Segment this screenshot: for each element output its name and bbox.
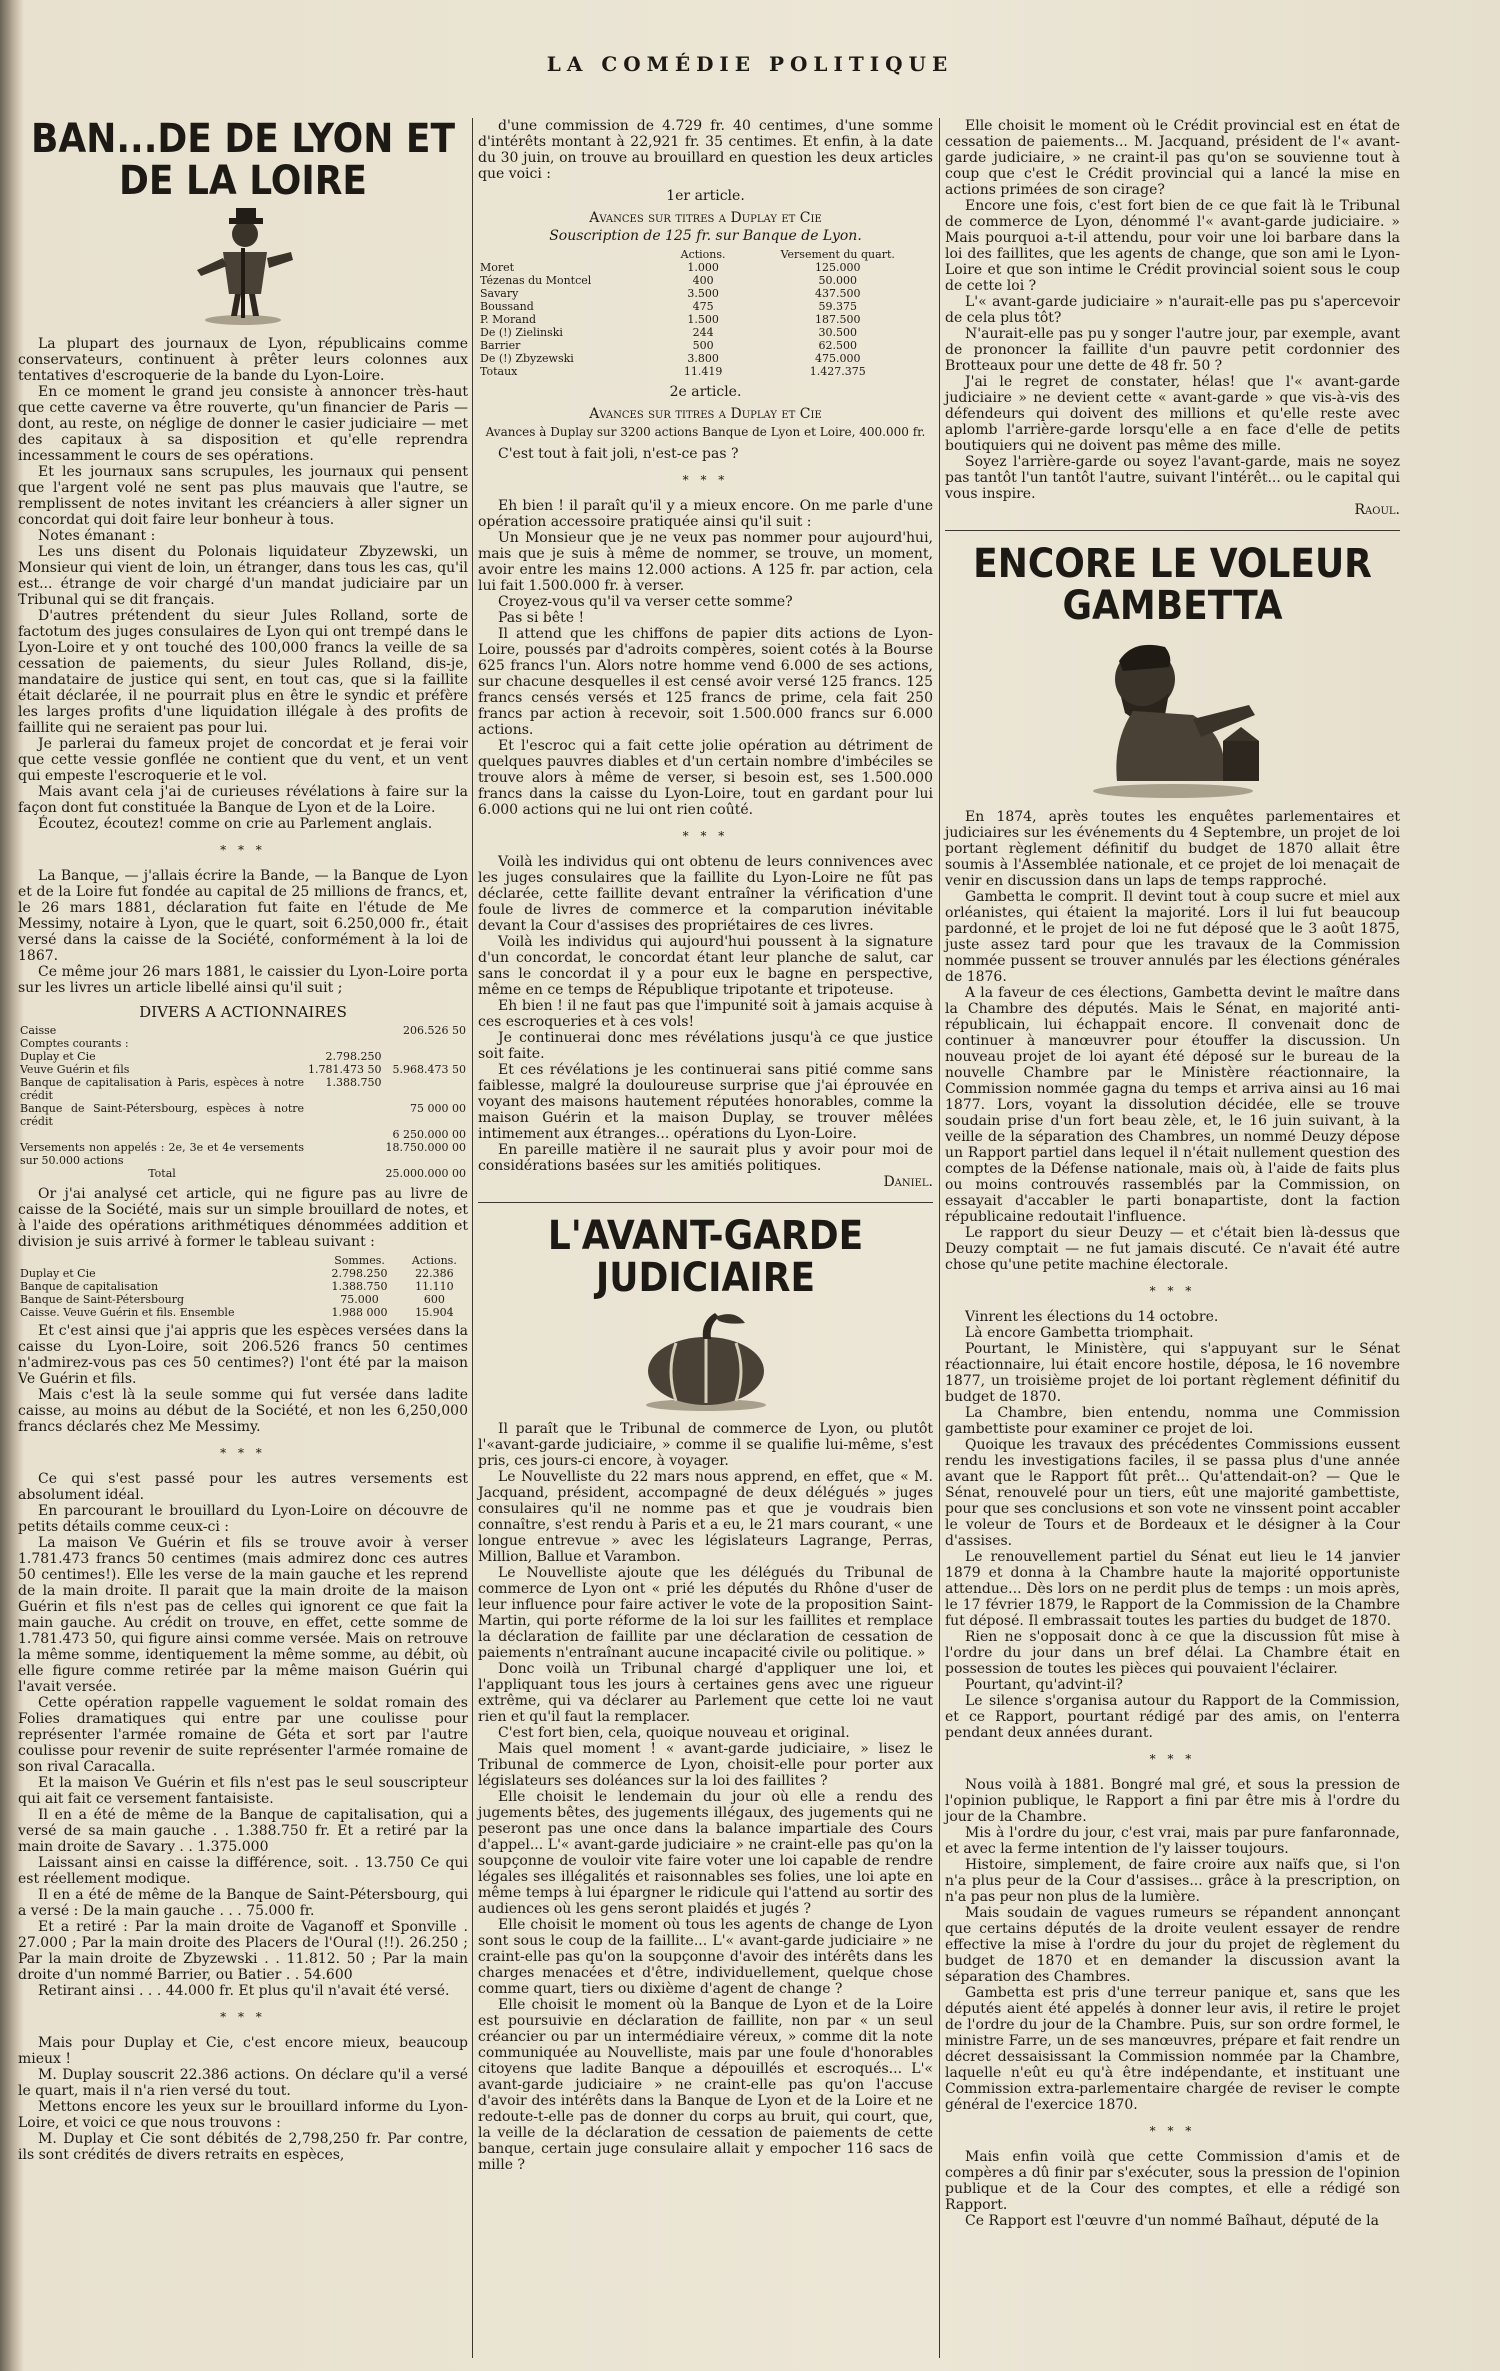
paragraph: Mais pour Duplay et Cie, c'est encore mieux, beaucoup mieux ! <box>18 2035 468 2067</box>
table-cell: Actions. <box>680 248 726 261</box>
table-cell: Versement du quart. <box>780 248 895 261</box>
table-row <box>478 352 933 365</box>
table-row <box>18 1280 468 1293</box>
paragraph: Pas si bête ! <box>498 610 585 626</box>
table-cell: Tézenas du Montcel <box>480 274 592 287</box>
section-separator: * * * <box>220 843 266 857</box>
paragraph: Mais quel moment ! « avant-garde judiciaire, » lisez le Tribunal de commerce de Lyon, choisit-elle pour porter aux législateurs ses doléances sur la loi des faillites ? <box>478 1741 933 1789</box>
paragraph: Écoutez, écoutez! comme on crie au Parlement anglais. <box>38 816 433 832</box>
table-cell: 15.904 <box>415 1306 454 1319</box>
table-row <box>478 274 933 287</box>
divider <box>478 1202 933 1203</box>
paragraph: M. Duplay souscrit 22.386 actions. On déclare qu'il a versé le quart, mais il n'a rien versé du tout. <box>18 2067 468 2099</box>
table-cell: Totaux <box>480 365 518 378</box>
column-rule <box>472 118 473 2358</box>
table-row <box>18 1063 468 1076</box>
table-cell: 3.500 <box>687 287 719 300</box>
paragraph: M. Duplay et Cie sont débités de 2,798,250 fr. Par contre, ils sont crédités de divers retraits en espèces, <box>18 2131 468 2163</box>
section-separator: * * * <box>682 473 729 487</box>
paragraph: En pareille matière il ne saurait plus y avoir pour moi de considérations basées sur les amitiés politiques. <box>478 1142 933 1174</box>
table-cell: 3.800 <box>687 352 719 365</box>
table-cell <box>306 1102 383 1128</box>
paragraph: Notes émanant : <box>38 528 156 544</box>
table-cell: Caisse <box>20 1024 57 1037</box>
table-cell: Banque de Saint-Pétersbourg <box>20 1293 185 1306</box>
table-title: DIVERS A ACTIONNAIRES <box>139 1003 347 1021</box>
table-header-row <box>18 1254 468 1267</box>
table-cell: 6 250.000 00 <box>392 1128 466 1141</box>
table-cell: 500 <box>692 339 714 352</box>
table-cell: 1.000 <box>687 261 719 274</box>
article-number: 1er article. <box>666 188 745 204</box>
paragraph: Le renouvellement partiel du Sénat eut lieu le 14 janvier 1879 et donna à la Chambre haute la majorité opportuniste attendue... Dès lors on ne perdit plus de temps : un mois après, le 17 février 1879, le Rapport de la Commission de la Chambre fut déposé. Il embrassait toutes les parties du budget de 1870. <box>945 1549 1400 1629</box>
paragraph: Et l'escroc qui a fait cette jolie opération au détriment de quelques pauvres diables et d'un certain nombre d'imbéciles se trouve alors à même de verser, si besoin est, ses 1.500.000 francs dans la caisse du Lyon-Loire, tout en gardant pour lui 6.000 actions qui ne lui ont rien coûté. <box>478 738 933 818</box>
paragraph: Mais avant cela j'ai de curieuses révélations à faire sur la façon dont fut constituée la Banque de Lyon et de la Loire. <box>18 784 468 816</box>
paragraph: Histoire, simplement, de faire croire aux naïfs que, si l'on n'a plus peur de la Cour d'assises... grâce à la prescription, on n'a pas peur non plus de la lumière. <box>945 1857 1400 1905</box>
table-cell: De (!) Zbyzewski <box>480 352 574 365</box>
table-row <box>18 1050 468 1063</box>
paragraph: Pourtant, le Ministère, qui s'appuyant sur le Sénat réactionnaire, lui était encore hostile, déposa, le 16 novembre 1877, un troisième projet de loi portant règlement définitif du budget de 1870. <box>945 1341 1400 1405</box>
table-cell: 475.000 <box>814 352 861 365</box>
masthead: LA COMÉDIE POLITIQUE <box>546 52 954 76</box>
paragraph: Voilà les individus qui ont obtenu de leurs connivences avec les juges consulaires que la faillite du Lyon-Loire ne fût pas déclarée, cette faillite devant entraîner la vérification d'une foule de livres de commerce et la comparution inévitable devant la Cour d'assises des propriétaires de ces livres. <box>478 854 933 934</box>
table-cell: Duplay et Cie <box>20 1050 96 1063</box>
table-cell <box>478 248 664 261</box>
paragraph: Mais enfin voilà que cette Commission d'amis et de compères a dû finir par s'exécuter, sous la pression de l'opinion publique et de la Cour des comptes, et elle a rédigé son Rapport. <box>945 2149 1400 2213</box>
table-header-row <box>478 248 933 261</box>
table-row <box>18 1141 468 1167</box>
table-row <box>18 1128 468 1141</box>
paragraph: A la faveur de ces élections, Gambetta devint le maître dans la Chambre des députés. Mais le Sénat, en majorité anti-républicain, lui échappait encore. Il convenait donc de continuer à manœuvrer pour étouffer la discussion. Un nouveau projet de loi ayant été déposé sur le bureau de la nouvelle Chambre par le Ministère réactionnaire, la Commission nommée gagna du temps et arriva ainsi au 16 mai 1877. Lors, voyant la dissolution décidée, elle se trouve soudain prise d'un fort beau zèle, et, le 16 juin suivant, à la veille de la séparation des Chambres, un nommé Deuzy dépose un Rapport partiel dans lequel il n'était nullement question des comptes de la Défense nationale, mais où, à l'aide de faits plus ou moins controuvés rassemblés par la Commission, on essayait d'accabler le parti bonapartiste, dont la faction républicaine redoutait l'influence. <box>945 985 1400 1225</box>
section-separator: * * * <box>1149 1752 1196 1766</box>
paragraph: Retirant ainsi . . . 44.000 fr. Et plus qu'il n'avait été versé. <box>38 1983 450 1999</box>
paragraph: Mais c'est là la seule somme qui fut versée dans ladite caisse, au moins au début de la Société, et non les 6,250,000 francs déclarés chez Me Messimy. <box>18 1387 468 1435</box>
table-cell: 244 <box>692 326 714 339</box>
avances-table <box>478 248 933 378</box>
table-cell: 475 <box>692 300 714 313</box>
table-cell: 1.388.750 <box>331 1280 388 1293</box>
paragraph: Pourtant, qu'advint-il? <box>965 1677 1123 1693</box>
table-cell: 18.750.000 00 <box>385 1141 466 1154</box>
scarecrow-illustration <box>183 208 303 328</box>
table-cell: 59.375 <box>818 300 857 313</box>
table-cell: Total <box>148 1167 176 1180</box>
table-cell <box>306 1128 383 1141</box>
paragraph: Mis à l'ordre du jour, c'est vrai, mais par pure fanfaronnade, et avec la ferme intention de l'y laisser toujours. <box>945 1825 1400 1857</box>
table-row <box>18 1102 468 1128</box>
paragraph: Je continuerai donc mes révélations jusqu'à ce que justice soit faite. <box>478 1030 933 1062</box>
table-row <box>18 1024 468 1037</box>
table-cell: 437.500 <box>814 287 861 300</box>
paragraph: En 1874, après toutes les enquêtes parlementaires et judiciaires sur les événements du 4 Septembre, un projet de loi portant règlement définitif du budget de 1870 allait être soumis à l'Assemblée nationale, et ce projet de loi menaçait de venir en discussion dans un laps de temps rapproché. <box>945 809 1400 889</box>
table-cell: De (!) Zielinski <box>480 326 563 339</box>
table-cell: 11.110 <box>415 1280 454 1293</box>
paragraph: Elle choisit le moment où tous les agents de change de Lyon sont sous le coup de la faillite... L'« avant-garde judiciaire » ne craint-elle pas qu'on la soupçonne d'avoir des intérêts dans les charges menacées et d'être, individuellement, quelque chose comme quart, tiers ou dixième d'agent de change ? <box>478 1917 933 1997</box>
avances-line: Avances à Duplay sur 3200 actions Banque de Lyon et Loire, 400.000 fr. <box>485 425 926 439</box>
table-row <box>18 1037 468 1050</box>
table-cell <box>18 1128 306 1141</box>
paragraph: Gambetta est pris d'une terreur panique et, sans que les députés aient été appelés à donner leur avis, il retire le projet de l'ordre du jour de la Chambre. Puis, sur son ordre formel, le ministre Farre, un de ses manœuvres, prépare et fait rendre un décret dessaisissant la Commission nommée par la Chambre, laquelle n'eût eu qu'à être indépendante, et instituant une Commission extra-parlementaire chargée de reviser le compte général de l'exercice 1870. <box>945 1985 1400 2113</box>
pumpkin-illustration <box>631 1303 781 1413</box>
table-cell: Savary <box>480 287 519 300</box>
table-cell: 1.500 <box>687 313 719 326</box>
table-cell: 75 000 00 <box>410 1102 466 1115</box>
paragraph: Les uns disent du Polonais liquidateur Zbyzewski, un Monsieur qui vient de loin, un étranger, dans tous les cas, qu'il est... étrange de voir chargé d'un mandat judiciaire par un Tribunal qui se dit français. <box>18 544 468 608</box>
divers-table <box>18 1024 468 1180</box>
paragraph: En parcourant le brouillard du Lyon-Loire on découvre de petits détails comme ceux-ci : <box>18 1503 468 1535</box>
paragraph: Et la maison Ve Guérin et fils n'est pas le seul souscripteur qui ait fait ce versement fantaisiste. <box>18 1775 468 1807</box>
section-separator: * * * <box>220 1446 266 1460</box>
table-cell: Veuve Guérin et fils <box>20 1063 130 1076</box>
table-cell: 125.000 <box>814 261 861 274</box>
column-1 <box>18 118 468 2163</box>
paragraph: Un Monsieur que je ne veux pas nommer pour aujourd'hui, mais que je suis à même de nommer, se trouve, un moment, avoir entre les mains 12.000 actions. A 125 fr. par action, cela lui fait 1.500.000 fr. à verser. <box>478 530 933 594</box>
table-cell <box>306 1141 383 1167</box>
table-cell: Sommes. <box>334 1254 385 1267</box>
paragraph: J'ai le regret de constater, hélas! que l'« avant-garde judiciaire » ne devient cette « avant-garde » que vis-à-vis des défendeurs qui doivent des millions et qu'elle reste avec aplomb l'arrière-garde lorsqu'elle a en face d'elle de petits boutiquiers qui ne doivent pas même des mille. <box>945 374 1400 454</box>
table-cell <box>384 1037 468 1050</box>
table-cell: 600 <box>423 1293 445 1306</box>
section-separator: * * * <box>1149 1284 1196 1298</box>
paragraph: La Chambre, bien entendu, nomma une Commission gambettiste pour examiner ce projet de loi. <box>945 1405 1400 1437</box>
paragraph: Il en a été de même de la Banque de capitalisation, qui a versé de sa main gauche . . 1.388.750 fr. Et a retiré par la main droite de Savary . . 1.375.000 <box>18 1807 468 1855</box>
paragraph: Le silence s'organisa autour du Rapport de la Commission, et ce Rapport, pourtant rédigé par des amis, on l'enterra pendant deux années durant. <box>945 1693 1400 1741</box>
table-cell: Caisse. Veuve Guérin et fils. Ensemble <box>20 1306 235 1319</box>
paragraph: Il en a été de même de la Banque de Saint-Pétersbourg, qui a versé : De la main gauche . . . 75.000 fr. <box>18 1887 468 1919</box>
table-subtitle: Avances sur titres a Duplay et Cie <box>589 406 822 422</box>
paragraph: Elle choisit le moment où la Banque de Lyon et de la Loire est poursuivie en déclaration de faillite, non par « un seul créancier ou par un intermédiaire véreux, » comme dit la note communiquée au Nouvelliste, mais par une foule d'honorables citoyens que ladite Banque a dépouillés et escroqués... L'« avant-garde judiciaire » ne craint-elle pas qu'on l'accuse d'avoir des intérêts dans la Banque de Lyon et de la Loire et ne redoute-t-elle pas de donner du corps au bruit, qui court, que, la veille de la déclaration de cessation de paiements de cette banque, certain juge consulaire allait y empocher 116 sacs de mille ? <box>478 1997 933 2173</box>
table-cell: 206.526 50 <box>403 1024 466 1037</box>
table-cell <box>306 1167 383 1180</box>
paragraph: Le rapport du sieur Deuzy — et c'était bien là-dessus que Deuzy comptait — ne fut jamais discuté. Ce n'avait été autre chose qu'une petite machine électorale. <box>945 1225 1400 1273</box>
article-number: 2e article. <box>669 384 742 400</box>
table-row <box>18 1267 468 1280</box>
table-row <box>18 1306 468 1319</box>
table-row <box>478 326 933 339</box>
table-row <box>18 1167 468 1180</box>
paragraph: C'est fort bien, cela, quoique nouveau et original. <box>498 1725 850 1741</box>
headline-avant-garde: L'AVANT-GARDE JUDICIAIRE <box>547 1213 864 1301</box>
paragraph: Eh bien ! il paraît qu'il y a mieux encore. On me parle d'une opération accessoire pratiquée ainsi qu'il suit : <box>478 498 933 530</box>
paragraph: Gambetta le comprit. Il devint tout à coup sucre et miel aux orléanistes, qui étaient la majorité. Lors il lui fut beaucoup pardonné, et le projet de loi ne fut déposé que le 3 août 1875, juste assez tard pour que les travaux de la Commission nommée pussent se trouver annulés par les élections générales de 1876. <box>945 889 1400 985</box>
signature: Daniel. <box>883 1174 933 1190</box>
paragraph: Vinrent les élections du 14 octobre. <box>965 1309 1219 1325</box>
paragraph: Voilà les individus qui aujourd'hui poussent à la signature d'un concordat, le concordat étant leur planche de salut, car sans le concordat il y a pour eux le bagne en perspective, même en ce temps de République tripotante et tripoteuse. <box>478 934 933 998</box>
paragraph: Rien ne s'opposait donc à ce que la discussion fût mise à l'ordre du jour dans un bref délai. La Chambre était en possession de toutes les pièces qui pouvaient l'éclairer. <box>945 1629 1400 1677</box>
paragraph: Ce même jour 26 mars 1881, le caissier du Lyon-Loire porta sur les livres un article libellé ainsi qu'il suit ; <box>18 964 468 996</box>
table-cell: Banque de capitalisation à Paris, espèces à notre crédit <box>20 1076 305 1102</box>
table-cell: 400 <box>692 274 714 287</box>
table-cell: 50.000 <box>818 274 857 287</box>
table-cell: 62.500 <box>818 339 857 352</box>
gambetta-caricature-illustration <box>1073 631 1273 801</box>
sums-table <box>18 1254 468 1319</box>
paragraph: Elle choisit le lendemain du jour où elle a rendu des jugements bêtes, des jugements illégaux, des jugements qui ne peseront pas une once dans la balance impartiale des Cours d'appel... L'« avant-garde judiciaire » ne craint-elle pas qu'on la soupçonne de vouloir vite faire voter une loi capable de rendre légales ses illégalités et raisonnables ses folies, une loi apte en même temps à lui épargner le ridicule qui l'attend au sortir des audiences où les gens seront plaidés et jugés ? <box>478 1789 933 1917</box>
paragraph: Mais soudain de vagues rumeurs se répandent annonçant que certains députés de la droite veulent essayer de rendre effective la mise à l'ordre du jour du projet de règlement du budget de 1870 et en demander la discussion avant la séparation des Chambres. <box>945 1905 1400 1985</box>
table-cell: 1.781.473 50 <box>308 1063 382 1076</box>
table-row <box>18 1076 468 1102</box>
table-cell: 30.500 <box>818 326 857 339</box>
paragraph: Le Nouvelliste du 22 mars nous apprend, en effet, que « M. Jacquand, président, accompagné de deux délégués » juges consulaires qu'il ne nomme pas et que je voudrais bien connaître, s'est rendu à Paris et a eu, le 21 mars courant, « une longue entrevue » avec les législateurs Lagrange, Perras, Million, Ballue et Varambon. <box>478 1469 933 1565</box>
paragraph: Ce Rapport est l'œuvre d'un nommé Baîhaut, député de la <box>965 2213 1379 2229</box>
paragraph: Et a retiré : Par la main droite de Vaganoff et Sponville . 27.000 ; Par la main droite des Placers de l'Oural (!!). 26.250 ; Par la main droite de Zbyzewski . . 11.812. 50 ; Par la main droite d'un nommé Barrier, ou Batier . . 54.600 <box>18 1919 468 1983</box>
paragraph: Et c'est ainsi que j'ai appris que les espèces versées dans la caisse du Lyon-Loire, soit 206.526 francs 50 centimes n'admirez-vous pas ces 50 centimes?) l'ont été par la maison Ve Guérin et fils. <box>18 1323 468 1387</box>
table-row <box>478 339 933 352</box>
column-rule <box>939 118 940 2358</box>
table-cell: Versements non appelés : 2e, 3e et 4e versements sur 50.000 actions <box>20 1141 305 1167</box>
signature: Raoul. <box>1354 502 1400 518</box>
paragraph: Mettons encore les yeux sur le brouillard informe du Lyon-Loire, et voici ce que nous trouvons : <box>18 2099 468 2131</box>
paragraph: Eh bien ! il ne faut pas que l'impunité soit à jamais acquise à ces escroqueries et à ces vols! <box>478 998 933 1030</box>
table-cell: P. Morand <box>480 313 536 326</box>
table-cell: 5.968.473 50 <box>392 1063 466 1076</box>
table-subtitle: Avances sur titres a Duplay et Cie <box>589 210 822 226</box>
paragraph: Laissant ainsi en caisse la différence, soit. . 13.750 Ce qui est réellement modique. <box>18 1855 468 1887</box>
paragraph: Croyez-vous qu'il va verser cette somme? <box>498 594 793 610</box>
table-row <box>478 261 933 274</box>
paragraph: Donc voilà un Tribunal chargé d'appliquer une loi, et l'appliquant tous les jours à certaines gens avec une rigueur extrême, qui va déclarer au Parlement que cette loi ne vaut rien et qu'il faut la remplacer. <box>478 1661 933 1725</box>
table-cell: 2.798.250 <box>325 1050 382 1063</box>
table-cell: 2.798.250 <box>331 1267 388 1280</box>
paragraph: Le Nouvelliste ajoute que les délégués du Tribunal de commerce de Lyon ont « prié les députés du Rhône d'user de leur influence pour faire activer le vote de la proposition Saint-Martin, qui porte réforme de la loi sur les faillites et remplace la déclaration de faillite par une déclaration de cessation de paiements n'entraînant aucune incapacité civile ou politique. » <box>478 1565 933 1661</box>
table-cell: 25.000.000 00 <box>385 1167 466 1180</box>
divider <box>945 530 1400 531</box>
paragraph: Or j'ai analysé cet article, qui ne figure pas au livre de caisse de la Société, mais sur un simple brouillard de notes, et à l'aide des opérations arithmétiques dénommées addition et division je suis arrivé à former le tableau suivant : <box>18 1186 468 1250</box>
table-cell: Actions. <box>411 1254 457 1267</box>
table-cell: 187.500 <box>814 313 861 326</box>
table-cell: Banque de Saint-Pétersbourg, espèces à notre crédit <box>20 1102 305 1128</box>
table-cell: Banque de capitalisation <box>20 1280 159 1293</box>
table-cell: Boussand <box>480 300 534 313</box>
table-cell: Duplay et Cie <box>20 1267 96 1280</box>
paragraph: Il paraît que le Tribunal de commerce de Lyon, ou plutôt l'«avant-garde judiciaire, » comme il se qualifie lui-même, s'est pris, ces jours-ci encore, à voyager. <box>478 1421 933 1469</box>
table-cell: Moret <box>480 261 515 274</box>
paragraph: La Banque, — j'allais écrire la Bande, — la Banque de Lyon et de la Loire fut fondée au capital de 25 millions de francs, et, le 26 mars 1881, déclaration fut faite en l'étude de Me Messimy, notaire à Lyon, que le quart, soit 6.250,000 fr., était versé dans la caisse de la Société, conformément à la loi de 1867. <box>18 868 468 964</box>
paragraph: Là encore Gambetta triomphait. <box>965 1325 1194 1341</box>
table-cell: 22.386 <box>415 1267 454 1280</box>
paragraph: Elle choisit le moment où le Crédit provincial est en état de cessation de paiements... M. Jacquand, président de l'« avant-garde judiciaire, » ne craint-il pas qu'on se souvienne tout à coup que c'est le Crédit provincial qui a lancé la mise en actions primées de son cirage? <box>945 118 1400 198</box>
table-cell <box>306 1024 383 1037</box>
headline-bande-lyon-loire: BAN...DE DE LYON ET DE LA LOIRE <box>30 116 456 204</box>
column-3 <box>945 118 1400 2229</box>
paragraph: Cette opération rappelle vaguement le soldat romain des Folies dramatiques qui entre par une coulisse pour représenter l'armée romaine de Géta et sort par l'autre coulisse pour revenir de suite représenter l'armée romaine de son rival Caracalla. <box>18 1695 468 1775</box>
paragraph: Encore une fois, c'est fort bien de ce que fait là le Tribunal de commerce de Lyon, dénommé l'« avant-garde judiciaire. » Mais pourquoi a-t-il attendu, pour voir une loi barbare dans la loi des faillites, que les agents de change, que son ami le Lyon-Loire et que son intime le Crédit provincial soient sous le coup de cette loi ? <box>945 198 1400 294</box>
table-row <box>18 1293 468 1306</box>
paragraph: Je parlerai du fameux projet de concordat et je ferai voir que cette vessie gonflée ne contient que du vent, et un vent qui empeste l'escroquerie et le vol. <box>18 736 468 784</box>
paragraph: Soyez l'arrière-garde ou soyez l'avant-garde, mais ne soyez pas tantôt l'un tantôt l'autre, suivant l'intérêt... ou le capital qui vous inspire. <box>945 454 1400 502</box>
paragraph: Ce qui s'est passé pour les autres versements est absolument idéal. <box>18 1471 468 1503</box>
table-cell: 1.988 000 <box>331 1306 388 1319</box>
paragraph: En ce moment le grand jeu consiste à annoncer très-haut que cette caverne va être rouverte, qu'un financier de Paris — dont, au reste, on néglige de donner le casier judiciaire — met des capitaux à sa disposition et qu'elle reprendra incessamment le cours de ses opérations. <box>18 384 468 464</box>
paragraph: Quoique les travaux des précédentes Commissions eussent rendu les investigations faciles, il se passa plus d'une année avant que le Rapport fût prêt... Qu'attendait-on? — Que le Sénat, renouvelé pour un tiers, eût une majorité gambettiste, pour que ses conclusions et son vote ne vinssent point accabler le voleur de Tours et de Bordeaux et le désigner à la Cour d'assises. <box>945 1437 1400 1549</box>
table-cell: 1.388.750 <box>325 1076 382 1089</box>
table-cell <box>306 1037 383 1050</box>
table-row <box>478 300 933 313</box>
section-separator: * * * <box>682 829 729 843</box>
table-subtitle-italic: Souscription de 125 fr. sur Banque de Lyon. <box>549 228 862 244</box>
table-cell: 1.427.375 <box>809 365 866 378</box>
paragraph: Il attend que les chiffons de papier dits actions de Lyon-Loire, poussés par d'adroits compères, soient cotés à la Bourse 625 francs l'un. Alors notre homme vend 6.000 de ses actions, sur chacune desquelles il est censé avoir versé 125 francs. 125 francs censés versés et 125 francs de prime, cela fait 250 francs par action à recevoir, soit 1.500.000 francs sur 6.000 actions. <box>478 626 933 738</box>
table-cell: Comptes courants : <box>20 1037 129 1050</box>
paragraph: Et les journaux sans scrupules, les journaux qui pensent que l'argent volé ne sent pas plus mauvais que l'autre, se remplissent de notes invitant les créanciers à aller signer un concordat qui doit faire leur bonheur à tous. <box>18 464 468 528</box>
paragraph: D'autres prétendent du sieur Jules Rolland, sorte de factotum des juges consulaires de Lyon qui ont trempé dans le Lyon-Loire et y ont touché des 100,000 francs la veille de sa cessation de paiements, du sieur Jules Rolland, dis-je, mandataire de justice qui sent, en tout cas, que si la faillite était déclarée, il ne pourrait plus en être le syndic et préfère les larges profits d'une liquidation illégale à des profits de faillite qui ne seraient pas pour lui. <box>18 608 468 736</box>
table-cell: Barrier <box>480 339 521 352</box>
paragraph: La plupart des journaux de Lyon, républicains comme conservateurs, continuent à prêter leurs colonnes aux tentatives d'escroquerie de la bande du Lyon-Loire. <box>18 336 468 384</box>
column-2 <box>478 118 933 2173</box>
paragraph: N'aurait-elle pas pu y songer l'autre jour, par exemple, avant de prononcer la faillite d'un pauvre petit cordonnier des Brotteaux pour une dette de 48 fr. 50 ? <box>945 326 1400 374</box>
paragraph: L'« avant-garde judiciaire » n'aurait-elle pas pu s'apercevoir de cela plus tôt? <box>945 294 1400 326</box>
section-separator: * * * <box>220 2010 266 2024</box>
table-cell: 11.419 <box>683 365 723 378</box>
table-cell <box>18 1254 318 1267</box>
paragraph: C'est tout à fait joli, n'est-ce pas ? <box>498 446 739 462</box>
table-row <box>478 287 933 300</box>
table-row <box>478 365 933 378</box>
paragraph: d'une commission de 4.729 fr. 40 centimes, d'une somme d'intérêts montant à 22,921 fr. 35 centimes. Et enfin, à la date du 30 juin, on trouve au brouillard en question les deux articles que voici : <box>478 118 933 182</box>
table-cell: 75.000 <box>340 1293 379 1306</box>
paragraph: La maison Ve Guérin et fils se trouve avoir à verser 1.781.473 francs 50 centimes (mais admirez donc ces autres 50 centimes!). Elle les verse de la main gauche et les reprend de la main droite. Il parait que la main droite de la maison Guérin et fils n'est pas de celles qui ignorent ce que fait la main gauche. Au crédit on trouve, en effet, cette somme de 1.781.473 50, qui figure ainsi comme versée. Mais on retrouve la même somme, identiquement la même somme, au débit, où elle figure comme retirée par la même maison Guérin qui l'avait versée. <box>18 1535 468 1695</box>
table-row <box>478 313 933 326</box>
section-separator: * * * <box>1149 2124 1196 2138</box>
headline-voleur-gambetta: ENCORE LE VOLEUR GAMBETTA <box>973 541 1372 629</box>
table-cell <box>384 1050 468 1063</box>
paragraph: Nous voilà à 1881. Bongré mal gré, et sous la pression de l'opinion publique, le Rapport a fini par être mis à l'ordre du jour de la Chambre. <box>945 1777 1400 1825</box>
table-cell <box>384 1076 468 1102</box>
paragraph: Et ces révélations je les continuerai sans pitié comme sans faiblesse, malgré la douloureuse surprise que j'ai éprouvée en voyant des maisons hautement réputées honorables, comme la maison Guérin et la maison Duplay, se trouver mêlées intimement aux étranges... opérations du Lyon-Loire. <box>478 1062 933 1142</box>
